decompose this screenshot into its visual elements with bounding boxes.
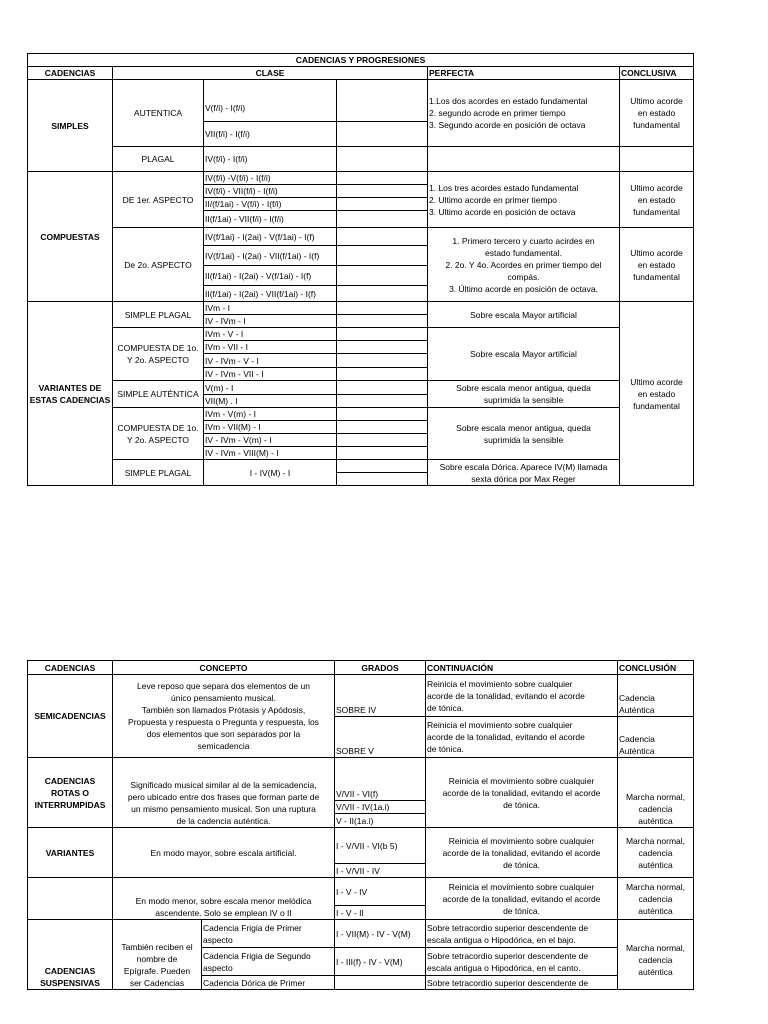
continuacion-cell: Reinicia el movimiento sobre cualquier acorde de la tonalidad, evitando el acorde de tónica. (426, 828, 618, 878)
grado-cell: V - II(1a.i) (335, 814, 426, 828)
conclusion-cell: Marcha normal, cadencia auténtica (618, 758, 694, 828)
progression-cell: IVm - VII - I (204, 341, 337, 354)
progression-cell: V(f/i) - I(f/i) (204, 80, 337, 122)
conclusiva-cell: Ultimo acorde en estado fundamental (620, 80, 694, 147)
progression-cell: IVm - VII(M) - I (204, 421, 337, 434)
row-label-semicadencias: SEMICADENCIAS (28, 675, 113, 758)
tipo-cell: Cadencia Frigia de Primer aspecto (202, 920, 335, 948)
progression-cell: IV - IVm - I (204, 315, 337, 328)
perfecta-cell: Sobre escala menor antigua, queda suprimida la sensible (428, 381, 620, 408)
perfecta-cell: Sobre escala Mayor artificial (428, 302, 620, 328)
header-conclusion: CONCLUSIÓN (618, 661, 694, 675)
clase-compuesta-2: COMPUESTA DE 1o. Y 2o. ASPECTO (113, 408, 204, 460)
header-grados: GRADOS (335, 661, 426, 675)
progression-cell: IV - IVm - V - I (204, 354, 337, 368)
continuacion-cell: Sobre tetracordio superior descendente de escala antigua o Hipodórica, en el canto. (426, 948, 618, 976)
progression-cell: IV(f/i) - VII(f/i) - I(f/i) (204, 185, 337, 198)
concepto-cell: En modo mayor, sobre escala artificial. (113, 828, 335, 878)
row-label-simples: SIMPLES (28, 80, 113, 172)
conclusion-cell: Marcha normal, cadencia auténtica (618, 828, 694, 878)
header-continuacion: CONTINUACIÓN (426, 661, 618, 675)
grado-cell: I - V - II (335, 906, 426, 920)
clase-compuesta: COMPUESTA DE 1o. Y 2o. ASPECTO (113, 328, 204, 381)
tipo-cell: Cadencia Dórica de Primer (202, 976, 335, 990)
continuacion-cell: Reinicia el movimiento sobre cualquier acorde de la tonalidad, evitando el acorde de tónica. (426, 717, 618, 758)
row-label-rotas: CADENCIAS ROTAS O INTERRUMPIDAS (28, 758, 113, 828)
progression-cell: IV(f/1ai) - I(2ai) - VII(f/1ai) - I(f) (204, 246, 337, 266)
concepto-cell: Leve reposo que separa dos elementos de un único pensamiento musical. También son llamados Prótasis y Apódosis, Propuesta y respuesta o Pregunta y respuesta, los dos elementos que son separados por la semicadencia (113, 675, 335, 758)
row-label-variantes: VARIANTES DE ESTAS CADENCIAS (28, 302, 113, 486)
progression-cell: IVm - V - I (204, 328, 337, 341)
progression-cell: IV(f/i) - I(f/i) (204, 147, 337, 172)
conclusion-cell: Cadencia Auténtica (618, 717, 694, 758)
perfecta-cell: 1. Primero tercero y cuarto acirdes en estado fundamental. 2. 2o. Y 4o. Acordes en primer tiempo del compás. 3. Último acorde en posición de octava. (428, 228, 620, 302)
clase-simple-plagal: SIMPLE PLAGAL (113, 302, 204, 328)
progression-cell: II(f/1ai) - I(2ai) - VII(f/1ai) - I(f) (204, 286, 337, 302)
progression-cell: IV - IVm - VIII(M) - I (204, 447, 337, 460)
concepto-cell: También reciben el nombre de Epígrafe. Pueden ser Cadencias (113, 920, 202, 990)
grado-cell: V/VII - VI(f) (335, 758, 426, 801)
row-label-suspensivas: CADENCIAS SUSPENSIVAS (28, 920, 113, 990)
continuacion-cell: Reinicia el movimiento sobre cualquier acorde de la tonalidad, evitando el acorde de tónica. (426, 758, 618, 828)
conclusion-cell: Marcha normal, cadencia auténtica (618, 878, 694, 920)
progression-cell: IV - IVm - VII - I (204, 368, 337, 381)
progression-cell: IV - IVm - V(m) - I (204, 434, 337, 447)
grado-cell: I - V/VII - VI(b 5) (335, 828, 426, 864)
continuacion-cell: Reinicia el movimiento sobre cualquier acorde de la tonalidad, evitando el acorde de tónica. (426, 675, 618, 717)
tipo-cell: Cadencia Frigia de Segundo aspecto (202, 948, 335, 976)
clase-primer-aspecto: DE 1er. ASPECTO (113, 172, 204, 228)
conclusiva-cell: Ultimo acorde en estado fundamental (620, 302, 694, 486)
progression-cell: IVm - V(m) - I (204, 408, 337, 421)
header-cadencias: CADENCIAS (28, 67, 113, 80)
conclusiva-cell: Ultimo acorde en estado fundamental (620, 228, 694, 302)
header-conclusiva: CONCLUSIVA (620, 67, 694, 80)
perfecta-cell: 1.Los dos acordes en estado fundamental 2. segundo acrode en primer tiempo 3. Segundo acorde en posición de octava (428, 80, 620, 147)
clase-simple-plagal-2: SIMPLE PLAGAL (113, 460, 204, 486)
progression-cell: I - IV(M) - I (204, 460, 337, 486)
progression-cell: VII(M) . I (204, 395, 337, 408)
conclusion-cell: Cadencia Auténtica (618, 675, 694, 717)
grado-cell: I - III(f) - IV - V(M) (335, 948, 426, 976)
cadencias-concepto-table (27, 660, 694, 990)
perfecta-cell: 1. Los tres acordes estado fundamental 2. Ultimo acorde en primer tiempo 3. Ultimo acorde en posición de octava (428, 172, 620, 228)
perfecta-cell: Sobre escala menor antigua, queda suprimida la sensible (428, 408, 620, 460)
progression-cell: IVm - I (204, 302, 337, 315)
progression-cell: II(f/1ai) - I(2ai) - V(f/1ai) - I(f) (204, 266, 337, 286)
conclusion-cell: Marcha normal, cadencia auténtica (618, 920, 694, 990)
header-perfecta: PERFECTA (428, 67, 620, 80)
concepto-cell: Significado musical similar al de la semicadencia, pero ubicado entre dos frases que forman parte de un mismo pensamiento musical. Son una ruptura de la cadencia auténtica. (113, 758, 335, 828)
progression-cell: V(m) - I (204, 381, 337, 395)
perfecta-cell: Sobre escala Mayor artificial (428, 328, 620, 381)
perfecta-cell: Sobre escala Dórica. Aparece IV(M) llamada sexta dórica por Max Reger (428, 460, 620, 486)
grado-cell: I - V - IV (335, 878, 426, 906)
header-cadencias: CADENCIAS (28, 661, 113, 675)
continuacion-cell: Reinicia el movimiento sobre cualquier acorde de la tonalidad, evitando el acorde de tónica. (426, 878, 618, 920)
clase-segundo-aspecto: De 2o. ASPECTO (113, 228, 204, 302)
continuacion-cell: Sobre tetracordio superior descendente de escala antigua o Hipodórica, en el bajo. (426, 920, 618, 948)
row-label-variantes: VARIANTES (28, 828, 113, 878)
continuacion-cell: Sobre tetracordio superior descendente de (426, 976, 618, 990)
grado-cell: I - VII(M) - IV - V(M) (335, 920, 426, 948)
grado-cell: SOBRE IV (335, 675, 426, 717)
table-title: CADENCIAS Y PROGRESIONES (28, 54, 694, 67)
header-concepto: CONCEPTO (113, 661, 335, 675)
clase-autentica: AUTENTICA (113, 80, 204, 147)
progression-cell: II(f/1ai) - VII(f/i) - I(f/i) (204, 211, 337, 228)
clase-plagal: PLAGAL (113, 147, 204, 172)
grado-cell: V/VII - IV(1a.i) (335, 801, 426, 814)
cadencias-progresiones-table (27, 53, 694, 486)
clase-simple-autentica: SIMPLE AUTÉNTICA (113, 381, 204, 408)
grado-cell: I - V/VII - IV (335, 864, 426, 878)
progression-cell: II/(f/1ai) - V(f/i) - I(f/i) (204, 198, 337, 211)
concepto-cell: En modo menor, sobre escala menor melódica ascendente. Solo se emplean IV o II (113, 878, 335, 920)
progression-cell: VII(f/i) - I(f/i) (204, 122, 337, 147)
header-clase: CLASE (113, 67, 428, 80)
grado-cell: SOBRE V (335, 717, 426, 758)
row-label-compuestas: COMPUESTAS (28, 172, 113, 302)
progression-cell: IV(f/1ai) - I(2ai) - V(f/1ai) - I(f) (204, 228, 337, 246)
progression-cell: IV(f/i) -V(f/i) - I(f/i) (204, 172, 337, 185)
conclusiva-cell: Ultimo acorde en estado fundamental (620, 172, 694, 228)
